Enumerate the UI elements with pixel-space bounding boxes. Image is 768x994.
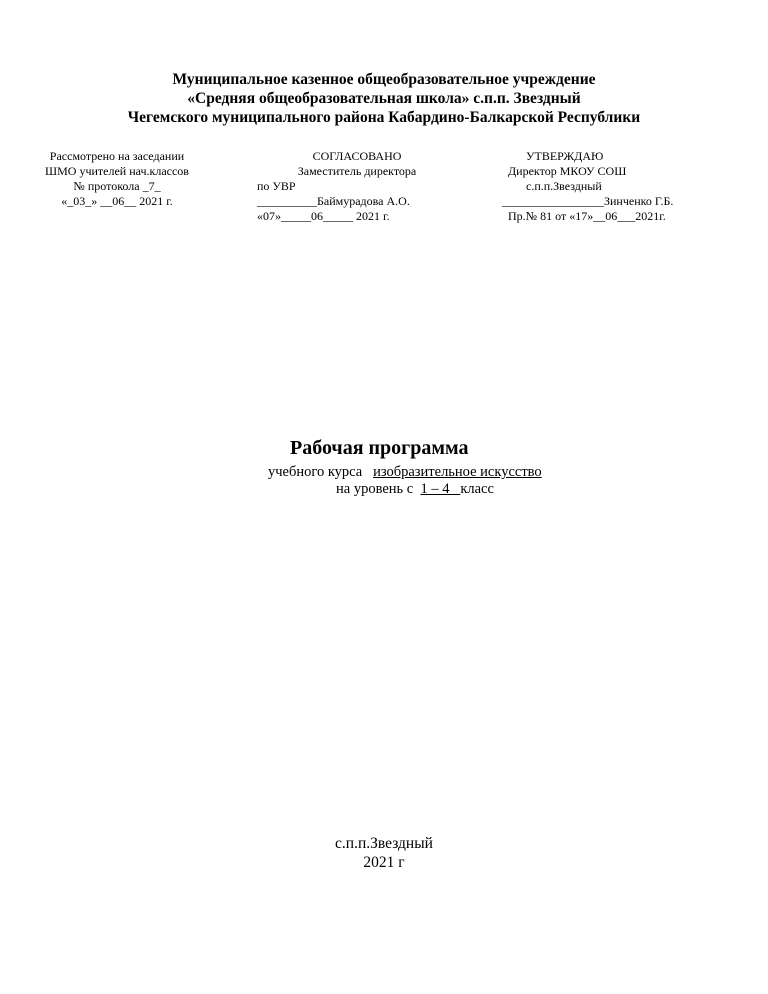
approved-line-3: с.п.п.Звездный	[526, 179, 602, 193]
agreed-line-5: «07»_____06_____ 2021 г.	[257, 209, 390, 223]
level-value: 1 – 4	[420, 481, 450, 497]
school-header	[0, 70, 768, 127]
course-line	[268, 464, 542, 481]
level-prefix: на уровень с	[336, 481, 414, 497]
agreed-line-4	[257, 194, 487, 209]
approved-name: Зинченко Г.Б.	[604, 194, 674, 208]
agreed-line-1: СОГЛАСОВАНО	[312, 149, 402, 163]
approved-line-1: УТВЕРЖДАЮ	[526, 149, 604, 163]
footer-place: с.п.п.Звездный	[335, 835, 433, 852]
header-line-3: Чегемского муниципального района Кабардино-Балкарской Республики	[127, 109, 641, 126]
level-suffix: класс	[460, 481, 494, 497]
footer-year: 2021 г	[363, 854, 405, 871]
approved-line-2: Директор МКОУ СОШ	[508, 164, 627, 178]
agreed-line-2: Заместитель директора	[297, 164, 417, 178]
document-footer	[0, 834, 768, 872]
program-title: Рабочая программа	[290, 437, 469, 459]
considered-line-1: Рассмотрено на заседании	[49, 149, 185, 163]
considered-line-3: № протокола _7_	[73, 179, 161, 193]
agreed-signature-blank: __________	[257, 194, 317, 208]
level-line	[268, 481, 542, 498]
agreed-block	[257, 149, 487, 224]
approved-block	[498, 149, 738, 224]
course-name: изобразительное искусство	[373, 464, 542, 480]
header-line-1: Муниципальное казенное общеобразовательное учреждение	[172, 71, 596, 88]
program-subtitle	[268, 464, 542, 498]
considered-line-2: ШМО учителей нач.классов	[45, 164, 189, 178]
agreed-name: Баймурадова А.О.	[317, 194, 410, 208]
approved-line-5: Пр.№ 81 от «17»__06___2021г.	[508, 209, 666, 223]
agreed-line-3: по УВР	[257, 179, 296, 193]
header-line-2: «Средняя общеобразовательная школа» с.п.п. Звездный	[187, 90, 581, 107]
approved-line-4	[498, 194, 738, 209]
considered-block	[22, 149, 212, 209]
considered-line-4: «_03_» __06__ 2021 г.	[61, 194, 173, 208]
course-prefix: учебного курса	[268, 464, 363, 480]
approved-signature-blank: _________________	[502, 194, 604, 208]
